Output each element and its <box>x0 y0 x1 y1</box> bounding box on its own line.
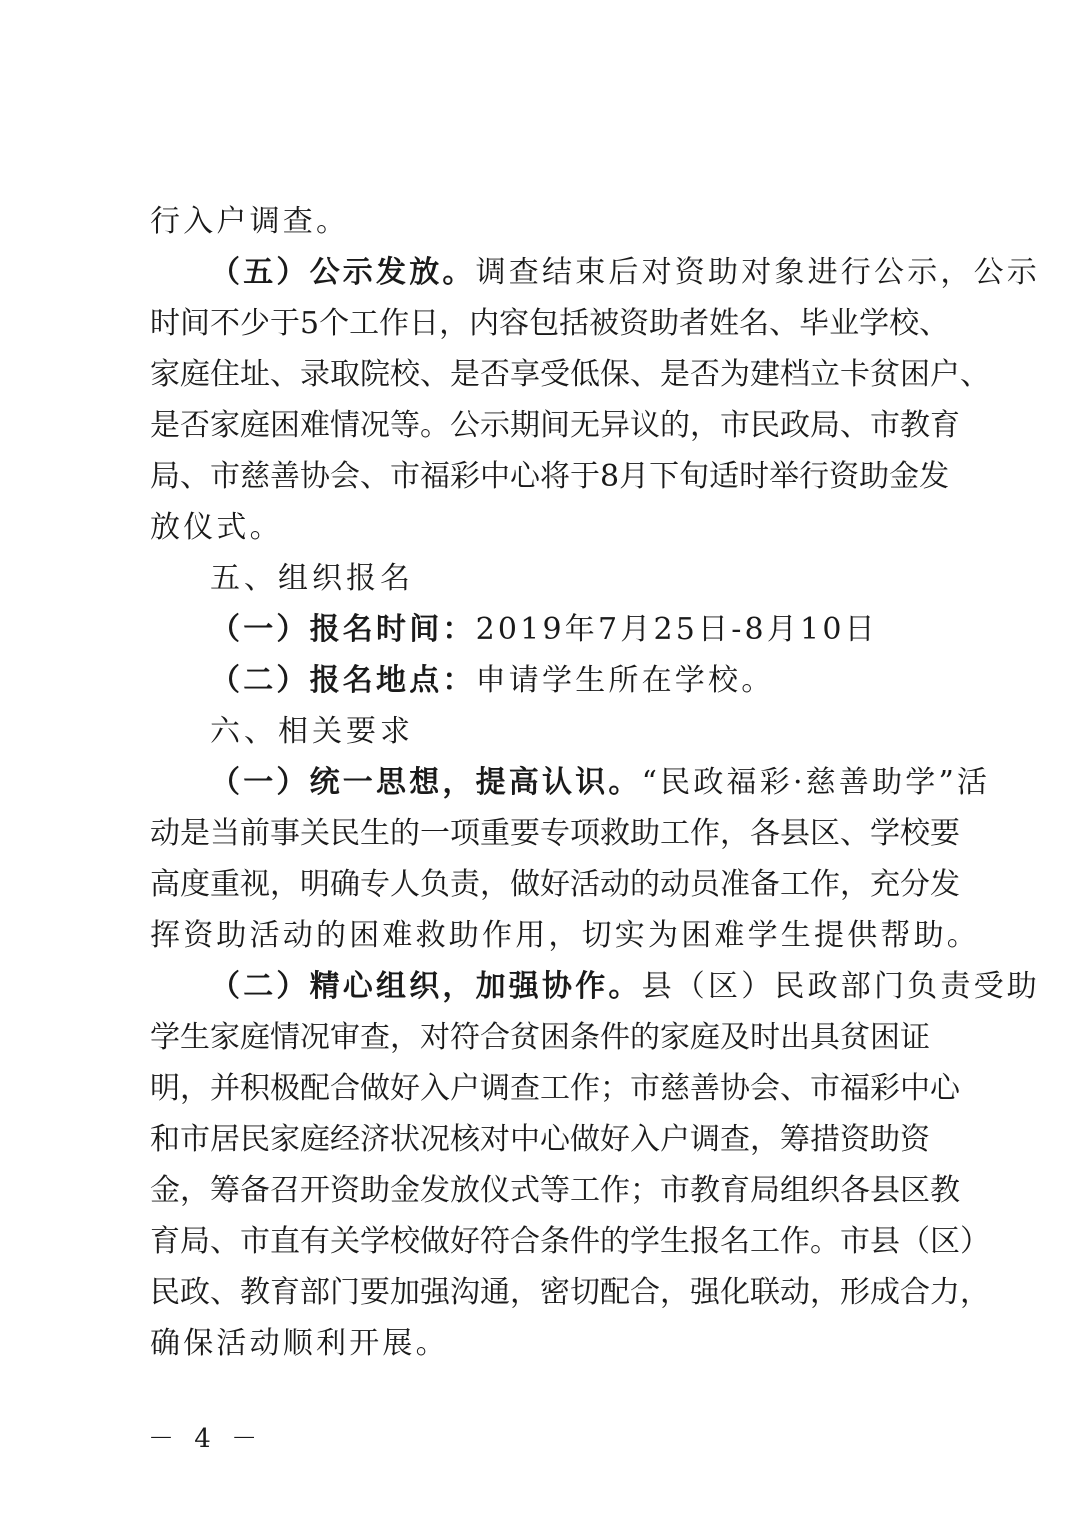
text-line <box>150 1165 960 1216</box>
text-line <box>150 1318 930 1369</box>
section-heading <box>150 553 930 604</box>
paragraph-text: 时间不少于5个工作日，内容包括被资助者姓名、毕业学校、 <box>150 306 950 341</box>
paragraph-text: 是否家庭困难情况等。公示期间无异议的，市民政局、市教育 <box>150 408 960 443</box>
text-line <box>150 604 930 655</box>
paragraph-title: （一）统一思想，提高认识。 <box>210 765 642 800</box>
paragraph-text: 确保活动顺利开展。 <box>150 1326 449 1361</box>
text-line <box>150 757 991 808</box>
text-line <box>150 655 930 706</box>
paragraph-text: 放仪式。 <box>150 510 283 545</box>
text-line <box>150 502 930 553</box>
paragraph-text: 和市居民家庭经济状况核对中心做好入户调查，筹措资助资 <box>150 1122 930 1157</box>
text-line <box>150 349 990 400</box>
text-line <box>150 298 950 349</box>
paragraph-text: 金，筹备召开资助金发放仪式等工作；市教育局组织各县区教 <box>150 1173 960 1208</box>
text-line <box>150 859 960 910</box>
paragraph-text: 五、组织报名 <box>210 561 414 596</box>
page-number: － 4 － <box>148 1424 264 1454</box>
text-line <box>150 247 1041 298</box>
paragraph-text: 高度重视，明确专人负责，做好活动的动员准备工作，充分发 <box>150 867 960 902</box>
paragraph-text: “民政福彩·慈善助学”活 <box>641 765 991 800</box>
paragraph-title: （五）公示发放。 <box>210 255 476 290</box>
text-line <box>150 1267 990 1318</box>
paragraph-text: 学生家庭情况审查，对符合贫困条件的家庭及时出具贫困证 <box>150 1020 930 1055</box>
paragraph-text: 育局、市直有关学校做好符合条件的学生报名工作。市县（区） <box>150 1224 990 1259</box>
paragraph-text: 调查结束后对资助对象进行公示，公示 <box>475 255 1041 290</box>
section-heading <box>150 706 930 757</box>
paragraph-text: 明，并积极配合做好入户调查工作；市慈善协会、市福彩中心 <box>150 1071 960 1106</box>
paragraph-text: 行入户调查。 <box>150 204 350 239</box>
paragraph-title: （二）报名地点： <box>210 663 476 698</box>
paragraph-text: 申请学生所在学校。 <box>475 663 775 698</box>
paragraph-text: 县（区）民政部门负责受助 <box>641 969 1041 1004</box>
paragraph-title: （一）报名时间： <box>210 612 476 647</box>
text-line <box>150 910 980 961</box>
text-line <box>150 400 960 451</box>
text-line <box>150 1012 930 1063</box>
text-line <box>150 1063 960 1114</box>
text-line <box>150 1114 930 1165</box>
paragraph-text: 家庭住址、录取院校、是否享受低保、是否为建档立卡贫困户、 <box>150 357 990 392</box>
paragraph-title: （二）精心组织，加强协作。 <box>210 969 642 1004</box>
paragraph-text: 六、相关要求 <box>210 714 414 749</box>
paragraph-text: 2019年7月25日-8月10日 <box>475 612 878 647</box>
paragraph-text: 动是当前事关民生的一项重要专项救助工作，各县区、学校要 <box>150 816 960 851</box>
document-body <box>150 196 1041 1369</box>
text-line <box>150 451 950 502</box>
paragraph-text: 挥资助活动的困难救助作用，切实为困难学生提供帮助。 <box>150 918 980 953</box>
text-line <box>150 196 930 247</box>
paragraph-text: 局、市慈善协会、市福彩中心将于8月下旬适时举行资助金发 <box>150 459 950 494</box>
text-line <box>150 1216 990 1267</box>
text-line <box>150 961 1041 1012</box>
paragraph-text: 民政、教育部门要加强沟通，密切配合，强化联动，形成合力， <box>150 1275 990 1310</box>
text-line <box>150 808 960 859</box>
